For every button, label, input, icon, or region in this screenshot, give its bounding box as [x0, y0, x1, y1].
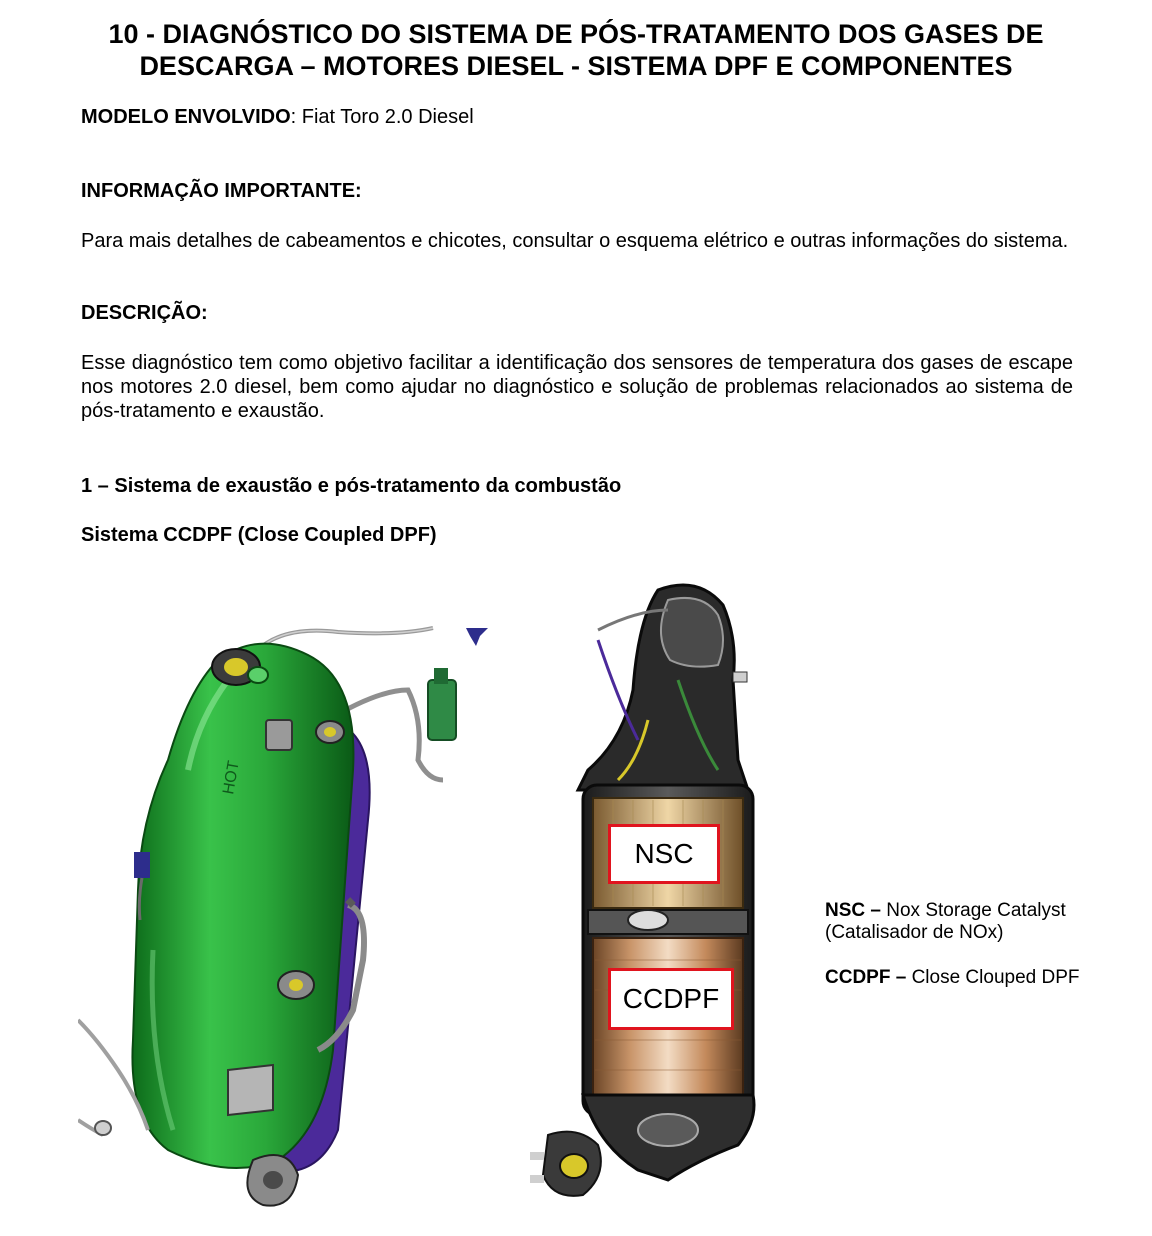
- legend-ccdpf: [825, 967, 1080, 989]
- ccdpf-label-box: CCDPF: [608, 968, 734, 1030]
- legend-nsc-desc: Nox Storage Catalyst: [880, 900, 1066, 921]
- modelo-line: [81, 105, 1073, 129]
- legend-nsc: [825, 900, 1066, 944]
- green-dpf-assembly: [78, 628, 488, 1206]
- dpf-drawing: [78, 570, 1098, 1220]
- info-heading: INFORMAÇÃO IMPORTANTE:: [81, 180, 362, 202]
- legend-nsc-desc2: (Catalisador de NOx): [825, 922, 1004, 943]
- cutaway-catalyst: [530, 585, 754, 1196]
- dpf-illustration: [78, 570, 1098, 1220]
- legend-ccdpf-desc: Close Clouped DPF: [906, 967, 1080, 988]
- legend-ccdpf-abbr: CCDPF –: [825, 967, 907, 988]
- legend-nsc-abbr: NSC –: [825, 900, 881, 921]
- section-heading: 1 – Sistema de exaustão e pós-tratamento da combustão: [81, 475, 622, 497]
- descricao-text: Esse diagnóstico tem como objetivo facilitar a identificação dos sensores de temperatura dos gases de escape nos motores 2.0 diesel, bem como ajudar no diagnóstico e solução de problemas relacionados ao sistema de pós-tratamento e exaustão.: [81, 352, 1073, 422]
- title-line-1: 10 - DIAGNÓSTICO DO SISTEMA DE PÓS-TRATAMENTO DOS GASES DE: [108, 19, 1044, 49]
- descricao-heading: DESCRIÇÃO:: [81, 302, 208, 324]
- nsc-label-box: NSC: [608, 824, 720, 884]
- hot-marking: HOT: [220, 759, 243, 796]
- document-title: [60, 18, 1092, 82]
- modelo-label: MODELO ENVOLVIDO: [81, 106, 291, 128]
- modelo-value: : Fiat Toro 2.0 Diesel: [290, 106, 474, 128]
- section-subheading: Sistema CCDPF (Close Coupled DPF): [81, 524, 437, 546]
- info-text: Para mais detalhes de cabeamentos e chicotes, consultar o esquema elétrico e outras informações do sistema.: [81, 230, 1069, 252]
- title-line-2: DESCARGA – MOTORES DIESEL - SISTEMA DPF E COMPONENTES: [139, 51, 1013, 81]
